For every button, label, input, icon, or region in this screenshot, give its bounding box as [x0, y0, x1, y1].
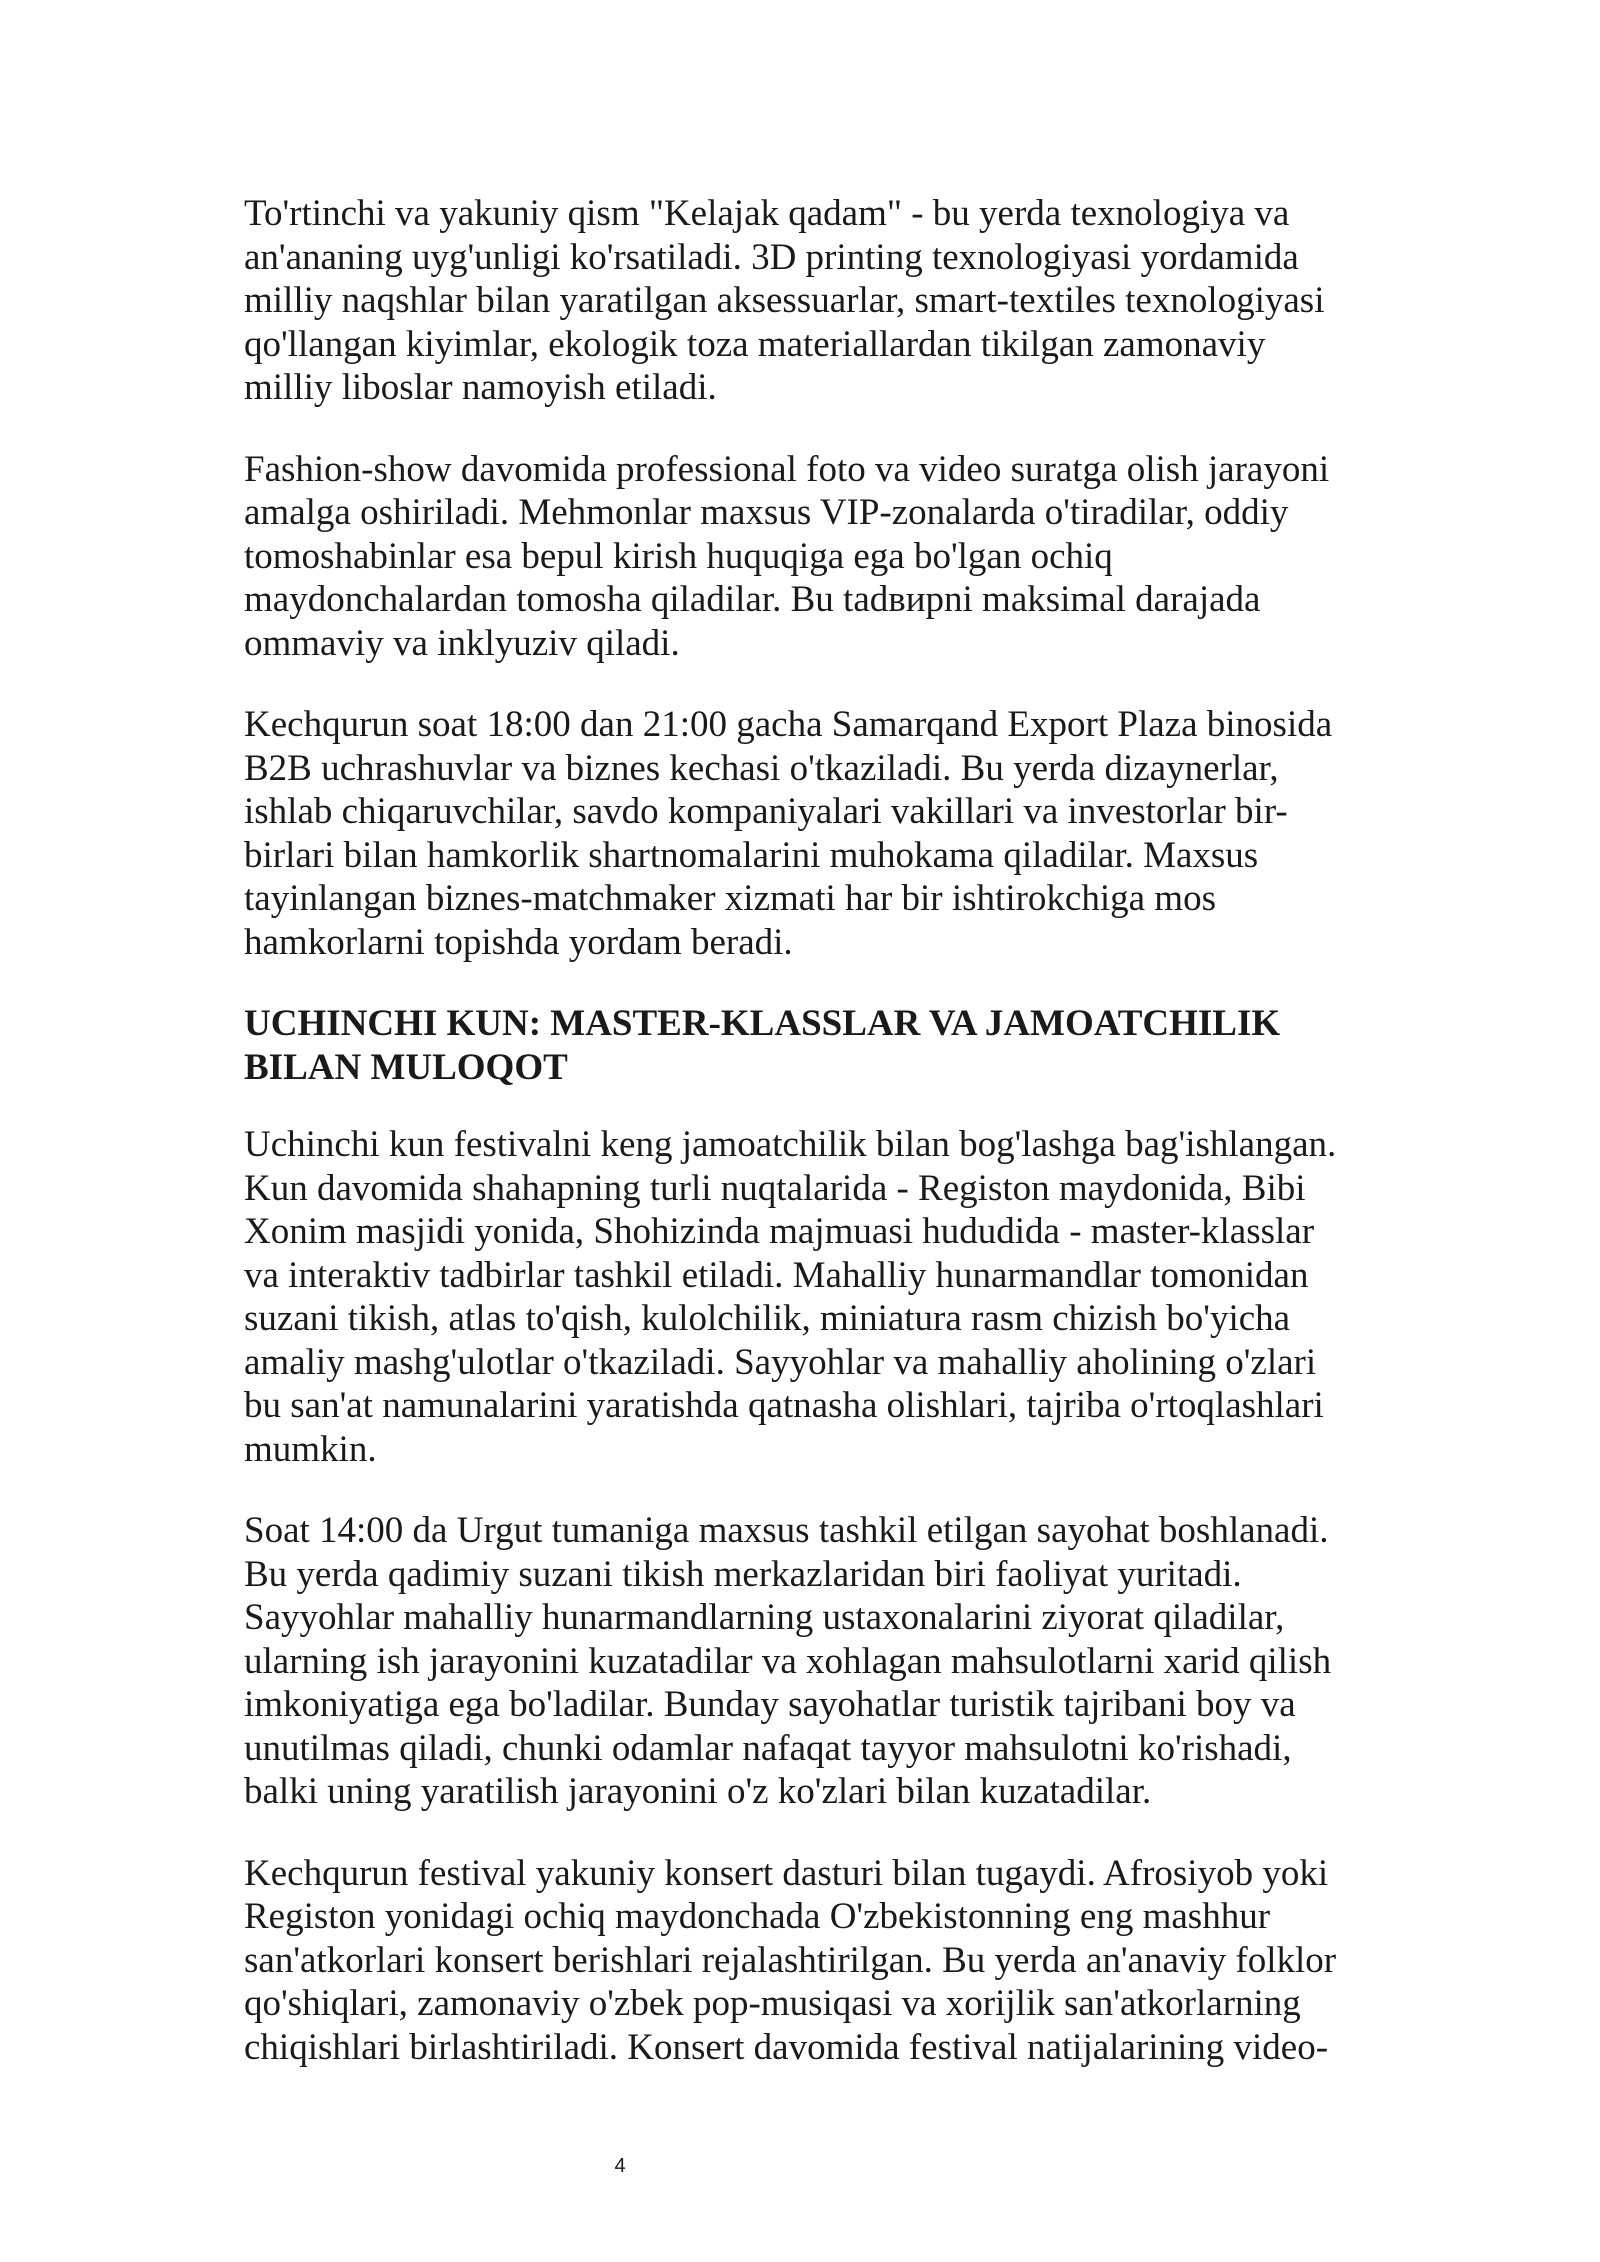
paragraph-b2b-meetings: Kechqurun soat 18:00 dan 21:00 gacha Samarqand Export Plaza binosida B2B uchrashuvlar va biznes kechasi o'tkaziladi. Bu yerda dizaynerlar, ishlab chiqaruvchilar, savdo kompaniyalari vakillari va investorlar bir- birlari bilan hamkorlik shartnomalarini muhokama qiladilar. Maxsus tayinlangan biznes-matchmaker xizmati har bir ishtirokchiga mos hamkorlarni topishda yordam beradi. — [244, 704, 1333, 963]
paragraph-kelajak-qadam: To'rtinchi va yakuniy qism "Kelajak qadam" - bu yerda texnologiya va an'ananing uyg'unligi ko'rsatiladi. 3D printing texnologiyasi yordamida milliy naqshlar bilan yaratilgan aksessuarlar, smart-textiles texnologiyasi qo'llangan kiyimlar, ekologik toza materiallardan tikilgan zamonaviy milliy liboslar namoyish etiladi. — [244, 193, 1325, 408]
page-number: 4 — [614, 2155, 626, 2177]
paragraph-final-concert: Kechqurun festival yakuniy konsert dasturi bilan tugaydi. Afrosiyob yoki Registon yonidagi ochiq maydonchada O'zbekistonning eng mashhur san'atkorlari konsert berishlari rejalashtirilgan. Bu yerda an'anaviy folklor qo'shiqlari, zamonaviy o'zbek pop-musiqasi va xorijlik san'atkorlarning chiqishlari birlashtiriladi. Konsert davomida festival natijalarining video- — [244, 1852, 1337, 2068]
section-heading-third-day: UCHINCHI KUN: MASTER-KLASSLAR VA JAMOATCHILIK BILAN MULOQOT — [244, 1003, 1281, 1088]
page-body — [244, 192, 1379, 2069]
paragraph-urgut-trip: Soat 14:00 da Urgut tumaniga maxsus tashkil etilgan sayohat boshlanadi. Bu yerda qadimiy suzani tikish merkazlaridan biri faoliyat yuritadi. Sayyohlar mahalliy hunarmandlarning ustaxonalarini ziyorat qiladilar, ularning ish jarayonini kuzatadilar va xohlagan mahsulotlarni xarid qilish imkoniyatiga ega bo'ladilar. Bunday sayohatlar turistik tajribani boy va unutilmas qiladi, chunki odamlar nafaqat tayyor mahsulotni ko'rishadi, balki uning yaratilish jarayonini o'z ko'zlari bilan kuzatadilar. — [244, 1510, 1332, 1812]
paragraph-fashion-show: Fashion-show davomida professional foto va video suratga olish jarayoni amalga oshiriladi. Mehmonlar maxsus VIP-zonalarda o'tiradilar, oddiy tomoshabinlar esa bepul kirish huquqiga ega bo'lgan ochiq maydonchalardan tomosha qiladilar. Bu tadвирni maksimal darajada ommaviy va inklyuziv qiladi. — [244, 448, 1330, 664]
paragraph-master-classes: Uchinchi kun festivalni keng jamoatchilik bilan bog'lashga bag'ishlangan. Kun davomida shahapning turli nuqtalarida - Registon maydonida, Bibi Xonim masjidi yonida, Shohizinda majmuasi hududida - master-klasslar va interaktiv tadbirlar tashkil etiladi. Mahalliy hunarmandlar tomonidan suzani tikish, atlas to'qish, kulolchilik, miniatura rasm chizish bo'yicha amaliy mashg'ulotlar o'tkaziladi. Sayyohlar va mahalliy aholining o'zlari bu san'at namunalarini yaratishda qatnasha olishlari, tajriba o'rtoqlashlari mumkin. — [244, 1124, 1337, 1470]
